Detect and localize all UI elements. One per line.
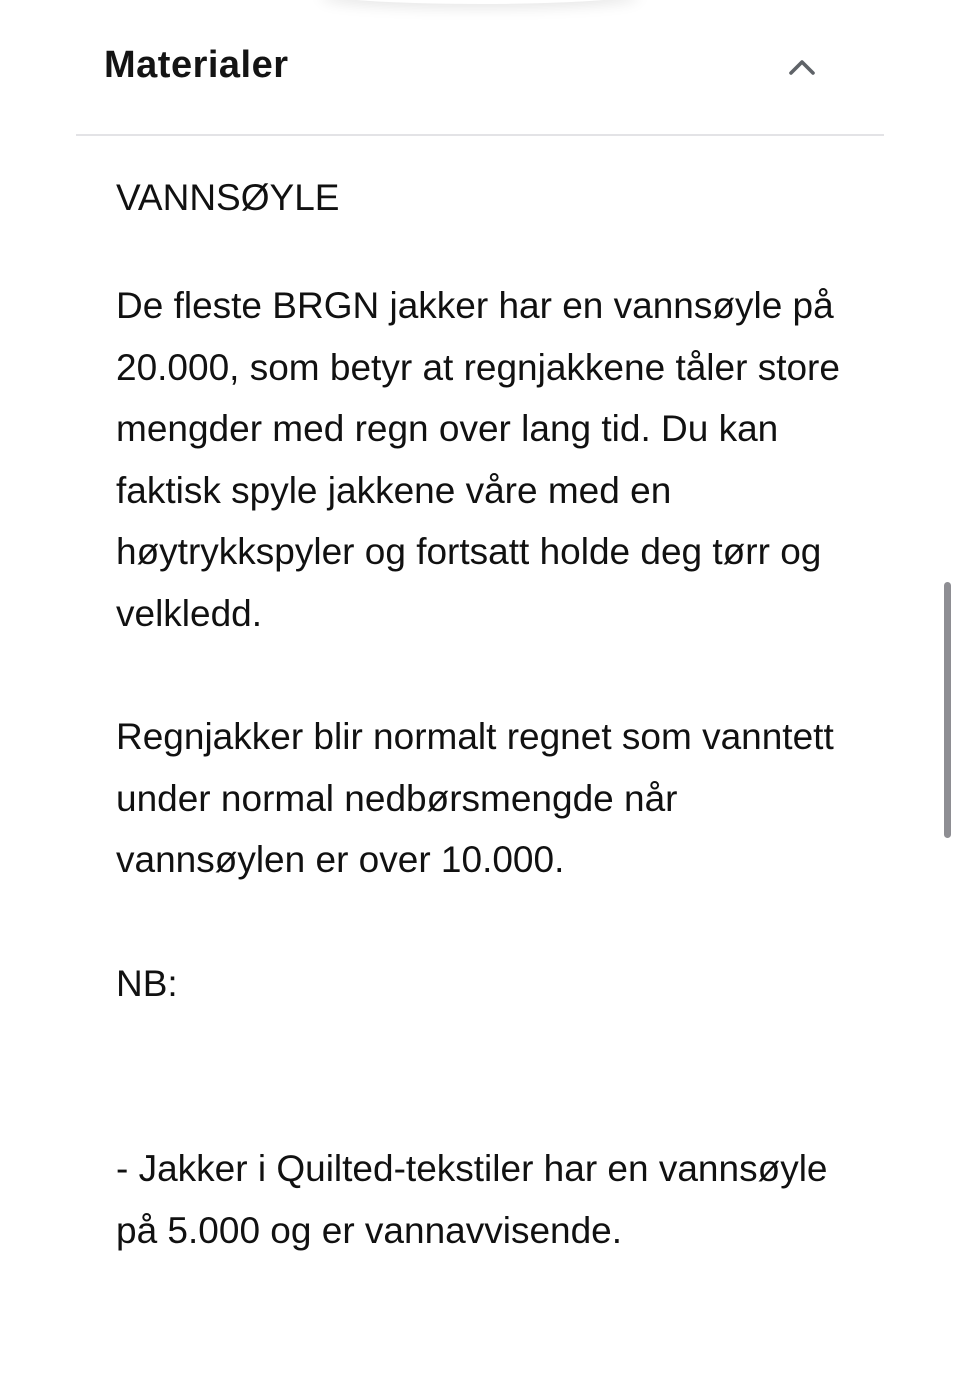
chevron-up-icon[interactable]	[788, 54, 816, 78]
note-quilted: - Jakker i Quilted-tekstiler har en vannsøyle på 5.000 og er vannavvisende.	[116, 1148, 828, 1251]
paragraph-waterproof: Regnjakker blir normalt regnet som vanntett under normal nedbørsmengde når vannsøylen er over 10.000.	[116, 716, 834, 880]
nb-label: NB:	[116, 962, 178, 1004]
accordion-content	[116, 170, 856, 1261]
section-heading: VANNSØYLE	[116, 177, 340, 218]
accordion-title: Materialer	[104, 44, 289, 86]
materials-accordion-header[interactable]	[76, 0, 884, 136]
scrollbar-thumb[interactable]	[944, 582, 951, 838]
paragraph-water-column: De fleste BRGN jakker har en vannsøyle på 20.000, som betyr at regnjakkene tåler store mengder med regn over lang tid. Du kan faktisk spyle jakkene våre med en høytrykkspyler og fortsatt holde deg tørr og velkledd.	[116, 285, 840, 634]
